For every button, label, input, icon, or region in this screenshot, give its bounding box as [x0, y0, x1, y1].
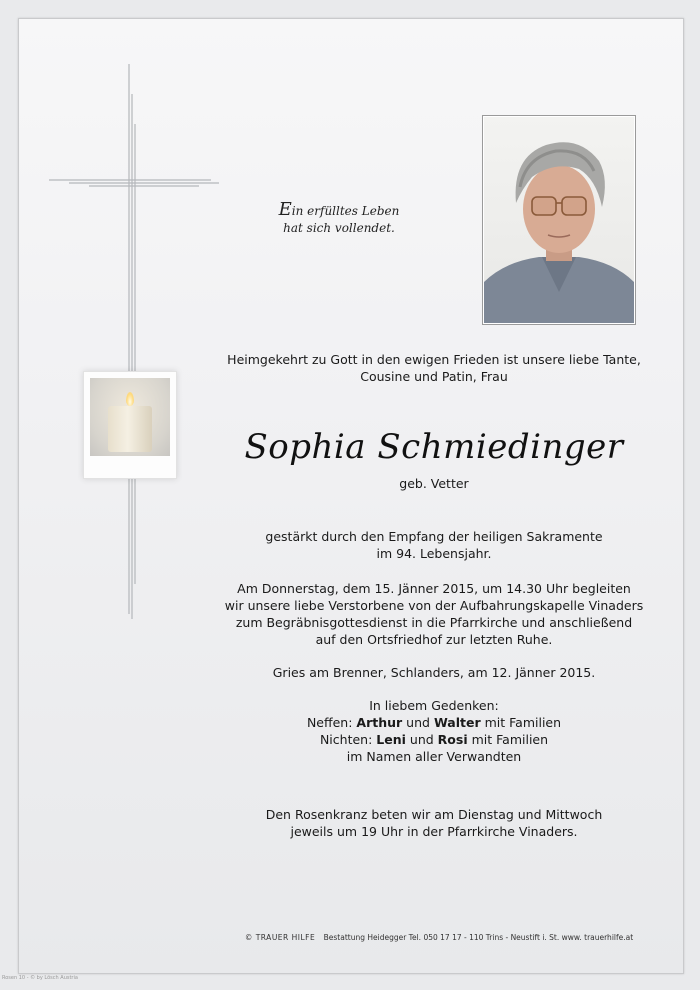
sacraments-text: [209, 528, 659, 562]
intro-line2: Cousine und Patin, Frau: [360, 369, 508, 384]
rosary-text: [209, 806, 659, 840]
nephew-walter: Walter: [433, 715, 481, 730]
place-date: Gries am Brenner, Schlanders, am 12. Jänner 2015.: [272, 665, 596, 680]
funeral-text: [209, 580, 659, 648]
candle-flame: [126, 392, 134, 406]
motto-initial: E: [278, 199, 292, 220]
cross-icon: [49, 64, 219, 624]
trauerhilfe-logo: © TRAUER HILFE: [244, 933, 316, 942]
families-text: mit Familien: [471, 732, 549, 747]
relatives-line: im Namen aller Verwandten: [346, 749, 522, 764]
nephews-line: [209, 714, 659, 731]
candle-body: [108, 406, 152, 452]
memory-block: [209, 697, 659, 765]
maiden-name: geb. Vetter: [399, 476, 469, 491]
nieces-prefix: Nichten:: [319, 732, 373, 747]
nieces-line: [209, 731, 659, 748]
niece-rosi: Rosi: [437, 732, 468, 747]
motto: [249, 201, 429, 237]
funeral-line3: zum Begräbnisgottesdienst in die Pfarrkirche und anschließend: [235, 615, 633, 630]
sacraments-line1: gestärkt durch den Empfang der heiligen Sakramente: [265, 529, 603, 544]
intro-text: [209, 351, 659, 385]
and-word: und: [409, 732, 434, 747]
memory-heading: In liebem Gedenken:: [369, 698, 499, 713]
motto-line2: hat sich vollendet.: [283, 221, 395, 235]
and-word: und: [406, 715, 430, 730]
rosary-line1: Den Rosenkranz beten wir am Dienstag und Mittwoch: [265, 807, 603, 822]
motto-line1: in erfülltes Leben: [291, 204, 400, 218]
image-credit: Rosen 10 - © by Lösch Austria: [2, 975, 78, 981]
families-text: mit Familien: [484, 715, 562, 730]
portrait-figure: [484, 117, 634, 323]
deceased-name: Sophia Schmiedinger: [244, 427, 624, 467]
sacraments-line2: im 94. Lebensjahr.: [376, 546, 492, 561]
intro-line1: Heimgekehrt zu Gott in den ewigen Frieden ist unsere liebe Tante,: [227, 352, 641, 367]
niece-leni: Leni: [376, 732, 406, 747]
footer: [209, 933, 669, 942]
rosary-line2: jeweils um 19 Uhr in der Pfarrkirche Vinaders.: [290, 824, 578, 839]
footer-info: Bestattung Heidegger Tel. 050 17 17 - 110 Trins - Neustift i. St. www. trauerhilfe.at: [323, 933, 634, 942]
nephews-prefix: Neffen:: [306, 715, 353, 730]
funeral-line4: auf den Ortsfriedhof zur letzten Ruhe.: [315, 632, 553, 647]
candle-image: [83, 371, 177, 479]
nephew-arthur: Arthur: [356, 715, 403, 730]
funeral-line1: Am Donnerstag, dem 15. Jänner 2015, um 14.30 Uhr begleiten: [237, 581, 631, 596]
portrait-photo: [482, 115, 636, 325]
obituary-sheet: [18, 18, 684, 974]
funeral-line2: wir unsere liebe Verstorbene von der Aufbahrungskapelle Vinaders: [224, 598, 644, 613]
